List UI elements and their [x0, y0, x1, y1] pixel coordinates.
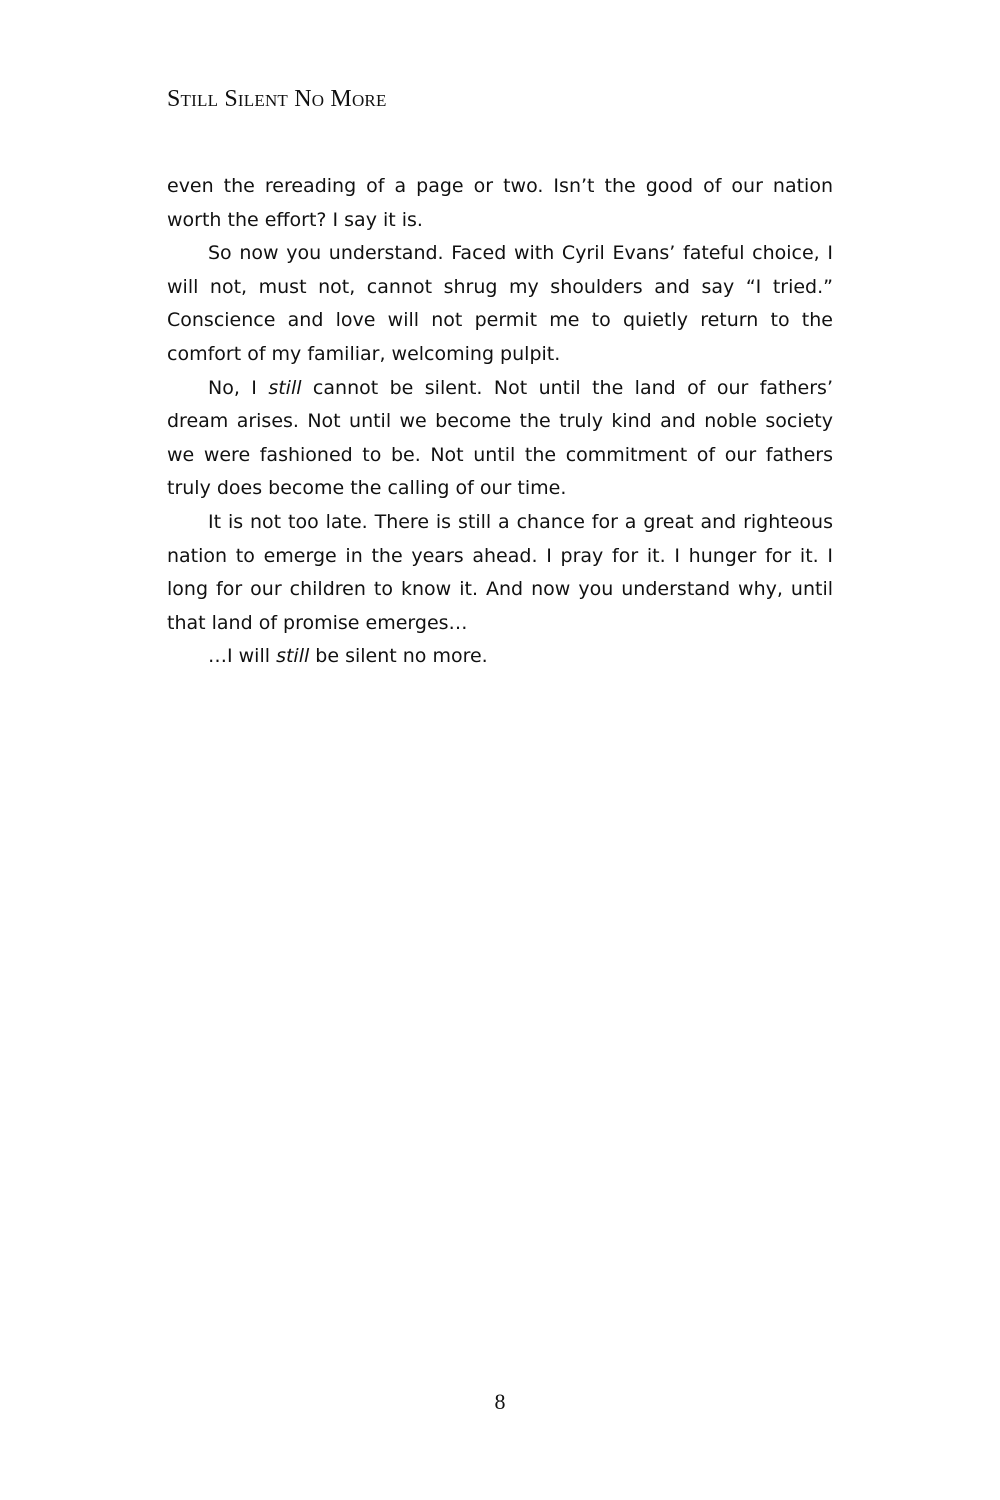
paragraph-3-emphasis: still: [268, 376, 302, 399]
page-number: 8: [494, 1389, 506, 1414]
running-header: Still Silent No More: [167, 86, 387, 112]
paragraph-3: [167, 372, 833, 506]
paragraph-4: It is not too late. There is still a chance for a great and righteous nation to emerge in the years ahead. I pray for it. I hunger for it. I long for our children to know it. And now you understand why, until that land of promise emerges…: [167, 510, 833, 634]
paragraph-3-text-end: cannot be silent. Not until the land of our fathers’ dream arises. Not until we become the truly kind and noble society we were fashioned to be. Not until the commitment of our fathers truly does become the calling of our time.: [167, 376, 834, 500]
paragraph-3-text-start: No, I: [208, 376, 269, 399]
paragraph-5: [167, 640, 833, 674]
paragraph-5-text-end: be silent no more.: [309, 645, 488, 668]
page-body: [167, 170, 833, 674]
paragraph-2: So now you understand. Faced with Cyril Evans’ fateful choice, I will not, must not, cannot shrug my shoulders and say “I tried.” Conscience and love will not permit me to quietly return to the comfort of my familiar, welcoming pulpit.: [167, 242, 833, 365]
paragraph-1: even the rereading of a page or two. Isn’t the good of our nation worth the effort? I say it is.: [167, 175, 833, 231]
paragraph-5-emphasis: still: [276, 645, 310, 668]
paragraph-5-text-start: …I will: [208, 645, 277, 668]
